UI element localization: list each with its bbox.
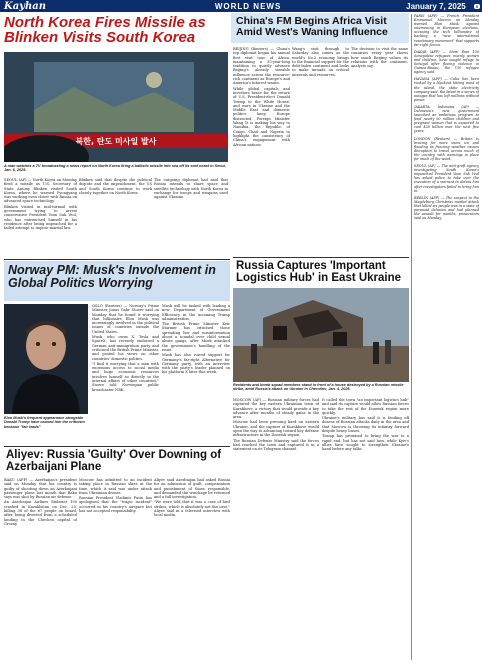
brief-item: BERLIN (AFP) — The suspect in the Magdeburg Christmas market attack that killed six people was in a state of paranoid delusion and had planned the assault for months, prosecutors said on Monday.: [414, 195, 479, 221]
story2-para: While global capitals and investors brace for the return of U.S. President-elect Donald Trump to the White House, and wars in Ukraine and the Middle East and domestic politics keep Europe distracted, Foreign Minister Wang Yi is making his way to Namibia, the Republic of Congo, Chad and Nigeria to highlight the consistency of China's engagement with African nations.: [233, 86, 290, 147]
newspaper-logo: Kayhan: [4, 0, 47, 12]
brief-item: PARIS (AFP) — French President Emmanuel Macron on Monday warned Elon Musk against intervening in European elections, accusing the tech billionaire of backing a "new international reactionary movement" that supports far-right forces.: [414, 14, 479, 47]
story1-body-col2: [79, 178, 152, 256]
story5-para: "We were told that it was a case of bird strikes, which is absolutely not the case," Aliyev said in a televised interview with local media.: [154, 500, 230, 518]
story1-headline: North Korea Fires Missile as Blinken Visits South Korea: [4, 14, 206, 46]
story1-para: Blinken visited in mid-turmoil with government trying to arrest conservative President Yoon Suk Yeol, who has entrenched himself in his residence after being impeached for a failed attempt to impose martial law.: [4, 204, 77, 231]
story4-body-col1: [233, 398, 319, 660]
story2-para: BEIJING (Reuters) — China's top diplomat began his annual first visit tour of Africa, maintaining a 35-year-long tradition to quietly advance Beijing's already sizeable influence across the resource-rich continent as Europe's and America's interest wanes.: [233, 47, 290, 86]
story2-body-col3: [351, 47, 408, 252]
story2-headline: China's FM Begins Africa Visit Amid West's Waning Influence: [236, 15, 388, 39]
story5-body-col1: [4, 478, 77, 660]
story3-body-col2: [162, 304, 230, 442]
story5-para: An Azerbaijan Airlines Embraer 190 crashed in Kazakhstan on Dec. 25, killing 38 of the 67 people on board, after being diverted from a scheduled landing in the Chechen capital of Grozny.: [4, 500, 77, 526]
story5-headline: Aliyev: Russia 'Guilty' Over Downing of Azerbaijani Plane: [6, 449, 222, 474]
story4-photo: [233, 288, 409, 382]
story3-caption: Elon Musk's frequent appearance alongside Donald Trump have caused him the criticism because "fair leads": [4, 416, 85, 429]
story3-para: The British Prime Minister Keir Starmer has criticised those spreading lies and misinformation about a scandal over child sexual abuse gangs, after Musk attacked the government's handling of the issue.: [162, 322, 230, 352]
story1-body-col3: [154, 178, 228, 256]
story4-para: Trump has promised to bring the war to a rapid end, but has not said how, while Kyiv's allies have sought to strengthen Ukraine's hand before any talks.: [322, 434, 409, 452]
story1-para: SEOUL (AP) — North Korea on Monday fired a missile as U.S. Secretary of State Antony Blinken visited South Korea, where he warned Pyongyang was working even closer with Russia on advanced space technology.: [4, 178, 77, 204]
brief-item: SEOUL (AP) — The anti-graft agency investigating South Korea's impeached President Yoon Suk Yeol has asked police to take over the execution of a warrant to detain him after investigators failed to bring him in.: [414, 164, 479, 193]
issue-date: January 7, 2025: [406, 1, 466, 11]
story3-headline: Norway PM: Musk's Involvement in Global Politics Worrying: [8, 263, 216, 290]
story5-para: BAKU (AFP) — Azerbaijan's president said on Monday that his country is guilty of shooting down an Azerbaijani passenger plane last month that Baku says was shot by Russian air defense.: [4, 478, 77, 500]
story3-para: "I find it worrying that a man with enormous access to social media and huge economic resources involves himself so directly in the internal affairs of other countries," Stoere told Norwegian public broadcaster NRK.: [92, 361, 159, 392]
story4-headline: Russia Captures 'Important Logistics Hub' in East Ukraine: [236, 260, 402, 285]
destroyed-house-image: [233, 288, 409, 382]
page-number: 5: [475, 3, 478, 9]
story3-photo: [4, 304, 88, 414]
story2-body-col2: [292, 47, 349, 252]
story3-para: Musk will be tasked with leading a new Department of Government Efficiency in the incoming Trump administration.: [162, 304, 230, 321]
story4-para: It called the town "an important logistics hub" and said its capture would allow Russian forces to take the rest of the Donetsk region more quickly.: [322, 398, 409, 415]
story4-para: The Russian Defense Ministry said the forces had reached the town and captured it in a statement on its Telegram channel.: [233, 438, 319, 452]
story4-para: MOSCOW (AP) — Russian military forces had captured the key eastern Ukrainian town of Kurakhove, a victory that would provide a key advance after months of steady gains in the area.: [233, 398, 319, 420]
section-divider: [233, 257, 409, 258]
masthead: [0, 0, 482, 12]
story1-para: Blinken said that despite the political dispute and the impeachment, the US and South Korea continue to work closely together on North Korea.: [79, 178, 152, 195]
story2-para: The decision to visit the same countries every year shows how much Beijing values its relations with the continent, analysts say.: [351, 47, 408, 69]
story3-para: Musk has also voiced support for Germany's far-right Alternative for Germany party, with an interview with the party's leader planned on his platform X later this week.: [162, 353, 230, 375]
story4-para: Ukraine's military has said it is fending off dozens of Russian attacks daily in the area and that Moscow is throwing its infantry forward despite heavy losses.: [322, 416, 409, 434]
photo-overlay-text: 북한, 탄도 미사일 발사: [75, 136, 157, 146]
story3-para: Musk, who owns X, Tesla and SpaceX, has recently endorsed a German anti-immigration party and criticised the British Prime Minister, and posted his views on other countries' domestic politics.: [92, 335, 159, 361]
story1-caption: A man watches a TV broadcasting a news report on North Korea firing a ballistic missile into sea off its east coast in Seoul, Jan. 6, 2025.: [4, 164, 226, 173]
portrait-image: [4, 304, 88, 414]
story5-para: Russian President Vladimir Putin has apologised that the "tragic incident" occurred in his country's airspace but has not accepted responsibility.: [79, 496, 152, 514]
sidebar-briefs: [414, 14, 479, 660]
brief-item: DAKAR (AFP) — More than 100 Senegalese refugees, mainly women and children, have sought refuge in Senegal after fleeing violence in Guinea-Bissau, the UN refugee agency said.: [414, 49, 479, 75]
story1-para: The outgoing diplomat had said that Russia intends to share space and satellite technology with North Korea in exchange for troops and weapons used against Ukraine.: [154, 178, 228, 200]
brief-item: JAKARTA, Indonesia (AP) — Indonesia's new government launched an ambitious program to feed nearly 90 million children and pregnant women that is expected to cost $28 billion over the next five years.: [414, 104, 479, 134]
story5-body-col2: [79, 478, 152, 660]
story5-body-col3: [154, 478, 230, 660]
story5-para: Aliyev said Azerbaijan had asked Russia for an admission of guilt, compensation and punishment of those responsible, and demanded the wreckage be returned and a full investigation.: [154, 478, 230, 500]
section-divider: [4, 259, 230, 260]
story3-body-col1: [92, 304, 159, 442]
story4-body-col2: [322, 398, 409, 660]
section-divider: [4, 446, 230, 447]
story1-body-col1: [4, 178, 77, 256]
brief-item: HAVANA (AFP) — Cuba has been rocked by a blackout hitting most of the island, the state electricity company said, the latest in a series of outages that has left millions without power.: [414, 77, 479, 102]
brief-item: LONDON (Reuters) — Britain is bracing for more snow, ice and flooding as freezing weather causes disruption to travel across much of the country, with warnings in place for much of the week.: [414, 136, 479, 161]
story2-para: Wang's visit through to Saturday also comes as the world's No.2 economy brings to the financial support for the debt-laden continent and looks to make inroads on critical minerals and resources.: [292, 47, 349, 77]
section-title: WORLD NEWS: [214, 1, 282, 11]
story4-caption: Residents and bomb squad members stand in front of a house destroyed by a Russian missile strike, amid Russia's attack on Ukraine in Chernihiv, Jan. 4, 2025.: [233, 383, 404, 392]
story4-para: Moscow had been pressing hard on eastern Ukraine, and the capture of Kurakhove would open the way to advancing toward key defense infrastructure in the Donetsk region.: [233, 420, 319, 438]
story3-para: OSLO (Reuters) — Norway's Prime Minister Jonas Gahr Stoere said on Monday that he found it worrying that billionaire Elon Musk was increasingly involved in the political issues of countries outside the United States.: [92, 304, 159, 334]
story1-photo: [4, 52, 228, 162]
story5-para: Moscow has admitted to an incident taking place in Russian skies at the time, which it said was under attack from Ukrainian drones.: [79, 478, 152, 495]
sidebar-divider: [411, 14, 412, 660]
story2-body-col1: [233, 47, 290, 252]
